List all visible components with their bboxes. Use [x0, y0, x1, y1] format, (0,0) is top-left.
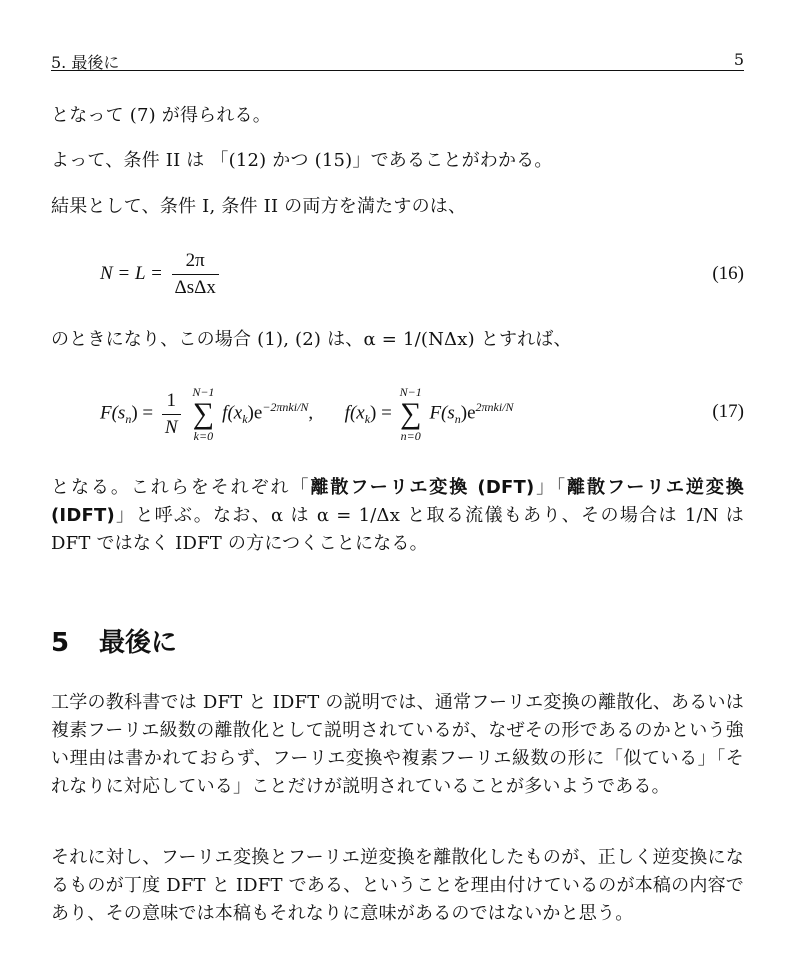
section-heading [51, 622, 177, 659]
eq17-sum2-lower: n=0 [400, 429, 421, 443]
eq17-lhs-sub: n [125, 412, 132, 427]
eq17-rhs-lhs-close: ) = [370, 402, 392, 424]
term-idft: 離散フーリエ逆変換 (IDFT) [51, 477, 744, 526]
equation-number-17: (17) [712, 401, 744, 422]
eq17-rhs-lhs-sub: k [364, 412, 371, 427]
summation-icon: ∑ [399, 397, 422, 430]
eq17-lhs-close: ) = [131, 402, 154, 424]
summation-icon: ∑ [192, 397, 215, 430]
paragraph-condition-ii: よって、条件 II は 「(12) かつ (15)」であることがわかる。 [51, 150, 553, 171]
eq17-fraction [162, 390, 181, 439]
eq17-term1: f(x [222, 402, 243, 424]
eq16-fraction [172, 250, 219, 299]
eq17-term2-exp: 2πnki/N [475, 400, 514, 415]
eq16-numerator: 2π [172, 250, 219, 275]
eq17-lhs: F(s [100, 402, 126, 424]
eq16-denominator: ΔsΔx [174, 277, 216, 298]
eq17-sum-2 [400, 385, 422, 443]
eq17-sum-1 [192, 385, 214, 443]
section-number: 5 [51, 628, 70, 658]
paragraph-result-7: となって (7) が得られる。 [51, 105, 271, 126]
eq17-frac-num: 1 [162, 390, 181, 415]
running-header [51, 48, 744, 71]
term-dft: 離散フーリエ変換 (DFT) [310, 477, 535, 498]
paragraph-both-conditions: 結果として、条件 I, 条件 II の両方を満たすのは、 [51, 196, 467, 217]
eq17-term2-close: )e [460, 402, 476, 424]
paragraph-alpha-definition: のときになり、この場合 (1), (2) は、α = 1/(NΔx) とすれば、 [51, 329, 572, 350]
eq17-term1-exp: −2πnki/N [262, 400, 309, 415]
dft-text-b: 」「 [534, 477, 568, 498]
eq17-sum2-upper: N−1 [399, 385, 422, 399]
section-title-text: 最後に [99, 628, 178, 658]
eq17-term2: F(s [429, 402, 455, 424]
dft-text-a: となる。これらをそれぞれ「 [51, 477, 311, 498]
equation-number-16: (16) [712, 263, 744, 284]
eq17-frac-den: N [164, 416, 178, 438]
eq17-separator: , [308, 402, 314, 424]
eq16-lhs: N = L = [100, 262, 163, 284]
eq17-term1-sub: k [242, 412, 248, 427]
page-number: 5 [733, 50, 744, 69]
eq17-term1-close: )e [247, 402, 263, 424]
paragraph-conclusion-2: それに対し、フーリエ変換とフーリエ逆変換を離散化したものが、正しく逆変換になるものが丁度 DFT と IDFT である、ということを理由付けているのが本稿の内容であり、その意味では本稿もそれなりに意味があるのではないかと思う。 [51, 847, 744, 924]
dft-text-c: 」と呼ぶ。なお、α は α = 1/Δx と取る流儀もあり、その場合は 1/N は DFT ではなく IDFT の方につくことになる。 [51, 505, 744, 554]
eq17-sum1-upper: N−1 [192, 385, 215, 399]
paragraph-conclusion-1: 工学の教科書では DFT と IDFT の説明では、通常フーリエ変換の離散化、あるいは複素フーリエ級数の離散化として説明されているが、なぜその形であるのかという強い理由は書かれておらず、フーリエ変換や複素フーリエ級数の形に「似ている」「それなりに対応している」ことだけが説明されていることが多いようである。 [51, 692, 744, 797]
paragraph-dft-definition [51, 474, 744, 558]
equation-16 [100, 250, 744, 302]
header-section-label: 5. 最後に [51, 53, 120, 72]
equation-17 [100, 385, 744, 445]
eq17-term2-sub: n [454, 412, 461, 427]
eq17-rhs-lhs: f(x [344, 402, 365, 424]
eq17-sum1-lower: k=0 [193, 429, 214, 443]
